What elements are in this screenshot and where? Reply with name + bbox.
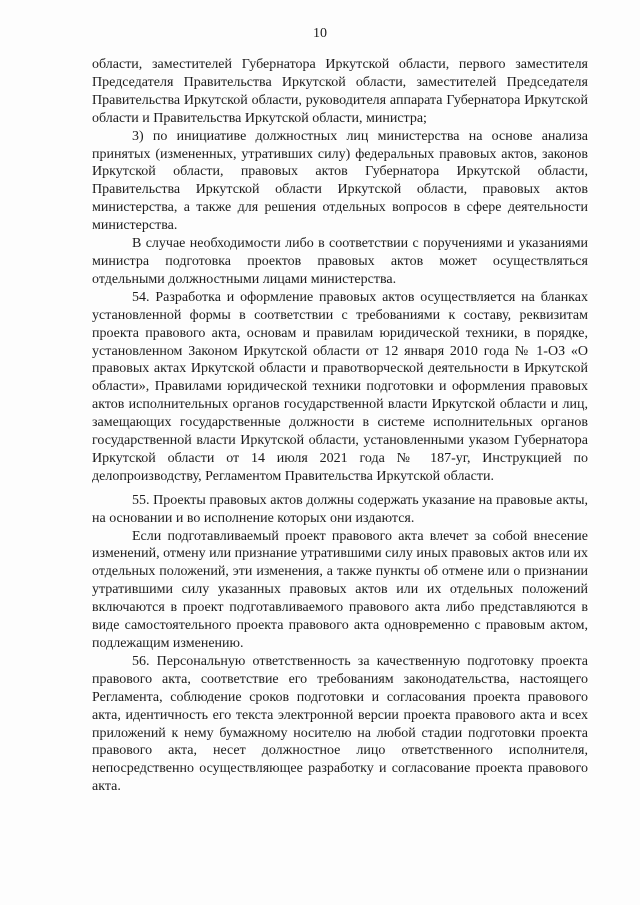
- paragraph-note: В случае необходимости либо в соответствии с поручениями и указаниями министра подготовка проектов правовых актов может осуществляться отдельными должностными лицами министерства.: [92, 236, 588, 287]
- paragraph-continuation: области, заместителей Губернатора Иркутской области, первого заместителя Председателя Правительства Иркутской области, заместителей Председателя Правительства Иркутской области, руководителя аппарата Губернатора Иркутской области и Правительства Иркутской области, министра;: [92, 57, 588, 126]
- document-body: [92, 56, 588, 796]
- page-number: 10: [313, 26, 327, 41]
- paragraph-54: 54. Разработка и оформление правовых актов осуществляется на бланках установленной формы в соответствии с требованиями к составу, реквизитам проекта правового акта, основам и правилам юридической техники, в порядке, установленном Законом Иркутской области от 12 января 2010 года № 1-ОЗ «О правовых актах Иркутской области и правотворческой деятельности в Иркутской области», Правилами юридической техники подготовки и оформления правовых актов исполнительных органов государственной власти Иркутской области и лиц, замещающих государственные должности в системе исполнительных органов государственной власти Иркутской области, установленными указом Губернатора Иркутской области от 14 июля 2021 года № 187-уг, Инструкцией по делопроизводству, Регламентом Правительства Иркутской области.: [92, 289, 588, 484]
- paragraph-56: 56. Персональную ответственность за качественную подготовку проекта правового акта, соответствие его требованиям законодательства, настоящего Регламента, соблюдение сроков подготовки и согласования проекта правового акта, идентичность его текста электронной версии проекта правового акта и всех приложений к нему бумажному носителю на любой стадии подготовки проекта правового акта, несет должностное лицо ответственного исполнителя, непосредственно осуществляющее разработку и согласование проекта правового акта.: [92, 653, 588, 795]
- paragraph-55: 55. Проекты правовых актов должны содержать указание на правовые акты, на основании и во исполнение которых они издаются.: [92, 492, 588, 526]
- paragraph-55-continuation: Если подготавливаемый проект правового акта влечет за собой внесение изменений, отмену или признание утратившими силу иных правовых актов или их отдельных положений, эти изменения, а также пункты об отмене или о признании утратившими силу указанных правовых актов или их отдельных положений включаются в проект подготавливаемого правового акта либо представляются в виде самостоятельного проекта правового акта одновременно с правовым актом, подлежащим изменению.: [92, 528, 588, 651]
- paragraph-item-3: 3) по инициативе должностных лиц министерства на основе анализа принятых (измененных, утративших силу) федеральных правовых актов, законов Иркутской области, правовых актов Губернатора Иркутской области, Правительства Иркутской области Иркутской области, правовых актов министерства, а также для решения отдельных вопросов в сфере деятельности министерства.: [92, 128, 588, 234]
